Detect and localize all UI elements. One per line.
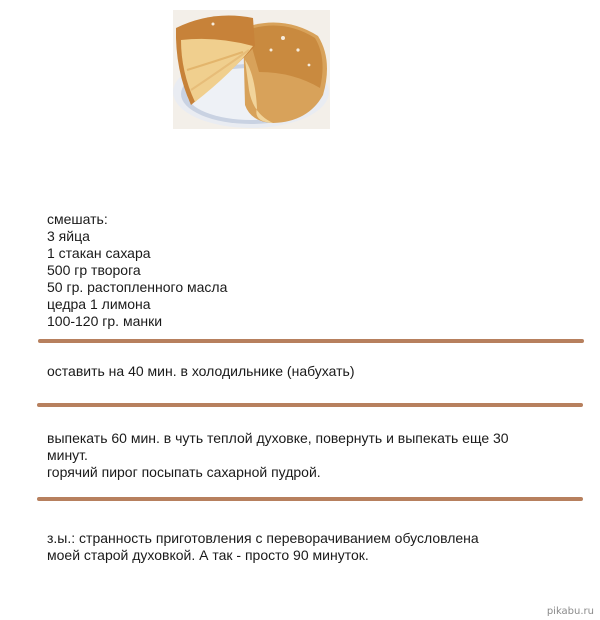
cake-photo [173, 10, 330, 129]
step-bake-text: выпекать 60 мин. в чуть теплой духовке, повернуть и выпекать еще 30 минут. [47, 430, 509, 463]
ingredient-item: цедра 1 лимона [47, 296, 151, 312]
section-divider [37, 403, 583, 407]
watermark: pikabu.ru [546, 606, 594, 617]
step-rest-text: оставить на 40 мин. в холодильнике (набухать) [47, 363, 355, 379]
step-bake [47, 430, 547, 481]
ingredient-item: 100-120 гр. манки [47, 313, 163, 329]
section-divider [38, 339, 584, 343]
ingredient-item: 1 стакан сахара [47, 245, 151, 261]
step-bake-sugar: горячий пирог посыпать сахарной пудрой. [47, 464, 321, 480]
ingredient-item: 3 яйца [47, 228, 90, 244]
cake-illustration [173, 10, 330, 129]
section-divider [37, 497, 583, 501]
ingredients-block [47, 211, 227, 330]
step-rest [47, 363, 355, 380]
ingredient-item: 50 гр. растопленного масла [47, 279, 228, 295]
ingredient-item: 500 гр творога [47, 262, 141, 278]
note-block [47, 530, 487, 564]
note-text: з.ы.: странность приготовления с переворачиванием обусловлена моей старой духовкой. А так - просто 90 минуток. [47, 530, 479, 563]
ingredients-heading: смешать: [47, 211, 108, 227]
